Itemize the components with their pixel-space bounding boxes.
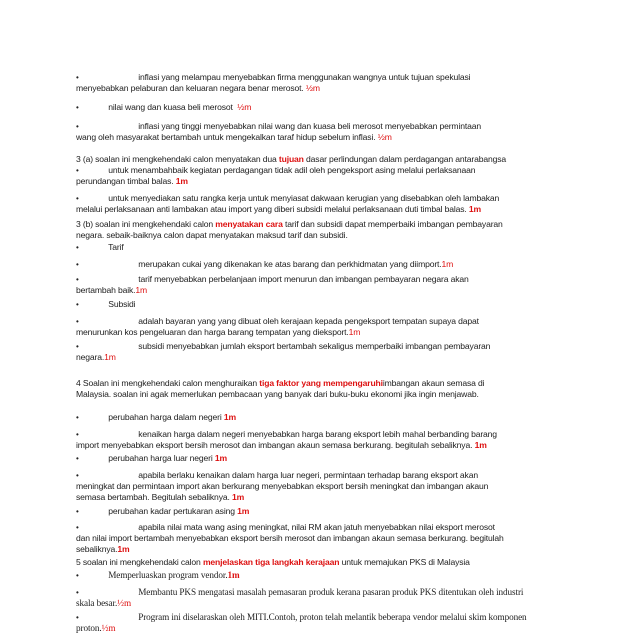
text-line: negara. sebaik-baiknya calon dapat menyatakan maksud tarif dan subsidi. <box>76 230 348 240</box>
text-line: apabila nilai mata wang asing meningkat, nilai RM akan jatuh menyebabkan nilai eksport merosot <box>138 522 495 532</box>
text-line: kenaikan harga dalam negeri menyebabkan harga barang eksport lebih mahal berbanding barang <box>138 429 497 439</box>
text-line: skala besar.½m <box>76 598 131 608</box>
text-line: wang oleh masyarakat bertambah untuk mengekalkan taraf hidup sebelum inflasi. ½m <box>76 132 392 142</box>
text-line: perundangan timbal balas. 1m <box>76 176 188 186</box>
text-line: meningkat dan permintaan import akan berkurang menyebabkan eksport bersih meningkat dan imbangan akaun <box>76 481 489 491</box>
text-line: inflasi yang tinggi menyebabkan nilai wang dan kuasa beli merosot menyebabkan permintaan <box>138 121 481 131</box>
text-line: menyebabkan pelaburan dan keluaran negara benar merosot. ½m <box>76 83 320 93</box>
text-line: Membantu PKS mengatasi masalah pemasaran produk kerana pasaran produk PKS ditentukan oleh industri <box>138 587 524 597</box>
text-line: dan nilai import bertambah menyebabkan eksport bersih merosot dan imbangan akaun semasa berkurang. begitulah <box>76 533 504 543</box>
bullet: • <box>76 103 79 112</box>
bullet: • <box>76 471 79 480</box>
text-line: negara.1m <box>76 352 116 362</box>
text-line: nilai wang dan kuasa beli merosot ½m <box>108 102 252 112</box>
question-3a: 3 (a) soalan ini mengkehendaki calon menyatakan dua tujuan dasar perlindungan dalam perdagangan antarabangsa <box>76 154 507 164</box>
subheading-tarif: Tarif <box>108 242 124 252</box>
text-line: inflasi yang melampau menyebabkan firma menggunakan wangnya untuk tujuan spekulasi <box>138 72 471 82</box>
bullet: • <box>76 588 79 597</box>
bullet: • <box>76 413 79 422</box>
text-line: melalui perlaksanaan anti lambakan atau import yang diberi subsidi melalui perlaksanaan duti timbal balas. 1m <box>76 204 482 214</box>
bullet: • <box>76 342 79 351</box>
text-line: untuk menambahbaik kegiatan perdagangan tidak adil oleh pengeksport asing melalui perlaksanaan <box>108 165 476 175</box>
bullet: • <box>76 613 79 622</box>
text-line: adalah bayaran yang yang dibuat oleh kerajaan kepada pengeksport tempatan supaya dapat <box>138 316 479 326</box>
subheading-subsidi: Subsidi <box>108 299 136 309</box>
text-line: bertambah baik.1m <box>76 285 148 295</box>
bullet: • <box>76 73 79 82</box>
bullet: • <box>76 166 79 175</box>
bullet: • <box>76 122 79 131</box>
text-line: untuk menyediakan satu rangka kerja untuk menyiasat dakwaan kerugian yang disebabkan oleh lambakan <box>108 193 500 203</box>
factor-1: perubahan harga dalam negeri 1m <box>108 412 236 422</box>
text-line: Malaysia. soalan ini agak memerlukan pembacaan yang banyak dari buku-buku ekonomi jika ingin menjawab. <box>76 389 479 399</box>
question-3b: 3 (b) soalan ini mengkehendaki calon menyatakan cara tarif dan subsidi dapat memperbaiki imbangan pembayaran <box>76 219 503 229</box>
text-line: tarif menyebabkan perbelanjaan import menurun dan imbangan pembayaran negara akan <box>138 274 469 284</box>
question-5: 5 soalan ini mengkehendaki calon menjelaskan tiga langkah kerajaan untuk memajukan PKS di Malaysia <box>76 557 470 567</box>
text-line: apabila berlaku kenaikan dalam harga luar negeri, permintaan terhadap barang eksport akan <box>138 470 478 480</box>
bullet: • <box>76 430 79 439</box>
factor-2: perubahan harga luar negeri 1m <box>108 453 228 463</box>
text-line: sebaliknya.1m <box>76 544 130 554</box>
question-4: 4 Soalan ini mengkehendaki calon menghuraikan tiga faktor yang mempengaruhiimbangan akaun semasa di <box>76 378 485 388</box>
bullet: • <box>76 300 79 309</box>
bullet: • <box>76 194 79 203</box>
text-line: merupakan cukai yang dikenakan ke atas barang dan perkhidmatan yang diimport.1m <box>138 259 454 269</box>
bullet: • <box>76 523 79 532</box>
bullet: • <box>76 317 79 326</box>
text-line: proton.½m <box>76 623 116 633</box>
bullet: • <box>76 243 79 252</box>
step-1: Memperluaskan program vendor.1m <box>108 570 240 580</box>
factor-3: perubahan kadar pertukaran asing 1m <box>108 506 250 516</box>
text-line: subsidi menyebabkan jumlah eksport bertambah sekaligus memperbaiki imbangan pembayaran <box>138 341 491 351</box>
text-line: Program ini diselaraskan oleh MITI.Contoh, proton telah melantik beberapa vendor melalui skim komponen <box>138 612 527 622</box>
bullet: • <box>76 454 79 463</box>
text-line: semasa bertambah. Begitulah sebaliknya. 1m <box>76 492 245 502</box>
bullet: • <box>76 275 79 284</box>
bullet: • <box>76 260 79 269</box>
bullet: • <box>76 507 79 516</box>
text-line: menurunkan kos pengeluaran dan harga barang tempatan yang dieksport.1m <box>76 327 361 337</box>
bullet: • <box>76 571 79 580</box>
text-line: import menyebabkan eksport bersih merosot dan imbangan akaun semasa berkurang. begitulah sebaliknya. 1m <box>76 440 487 450</box>
